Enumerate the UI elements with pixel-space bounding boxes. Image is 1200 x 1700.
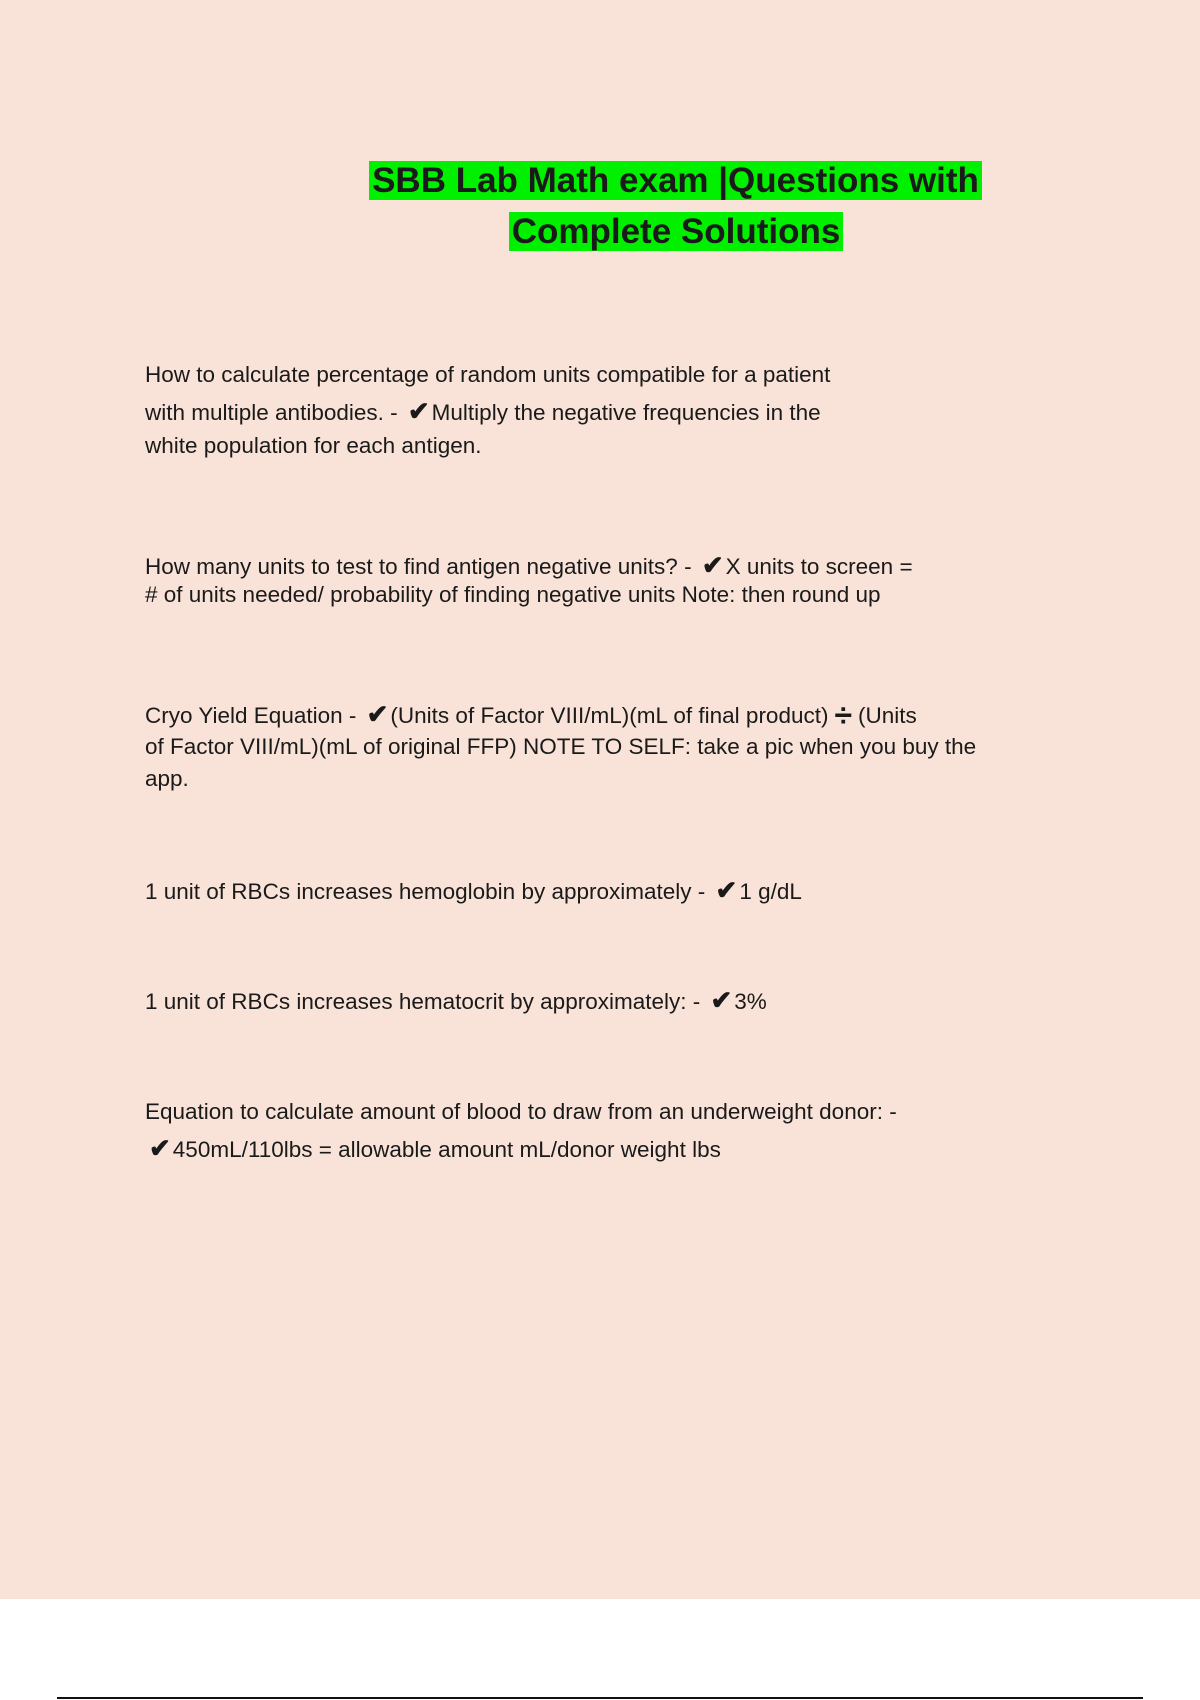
answer-1-line-3: white population for each antigen. [145,433,482,458]
check-icon: ✔ [710,985,733,1015]
check-icon: ✔ [701,550,724,580]
question-6-line-1: Equation to calculate amount of blood to draw from an underweight donor: - [145,1099,897,1124]
division-icon: ÷ [834,697,853,733]
answer-3-line-3: app. [145,766,189,791]
question-1-line-2: with multiple antibodies. - ✔Multiply the negative frequencies in the [145,396,821,426]
question-5: 1 unit of RBCs increases hematocrit by approximately: - ✔3% [145,985,767,1015]
check-icon: ✔ [715,875,738,905]
question-3-line-1: Cryo Yield Equation - ✔(Units of Factor VIII/mL)(mL of final product) ÷ (Units [145,697,917,733]
question-1-line-1: How to calculate percentage of random units compatible for a patient [145,362,831,387]
check-icon: ✔ [149,1133,171,1163]
question-2-line-1: How many units to test to find antigen negative units? - ✔X units to screen = [145,550,913,580]
answer-2-line-2: # of units needed/ probability of finding negative units Note: then round up [145,582,881,607]
title-line-2: Complete Solutions [496,206,856,257]
check-icon: ✔ [407,396,430,426]
answer-6-line-2: ✔450mL/110lbs = allowable amount mL/donor weight lbs [149,1133,721,1163]
title-line-1: SBB Lab Math exam |Questions with [338,155,1013,206]
answer-3-line-2: of Factor VIII/mL)(mL of original FFP) NOTE TO SELF: take a pic when you buy the [145,734,977,759]
question-4: 1 unit of RBCs increases hemoglobin by approximately - ✔1 g/dL [145,875,802,905]
check-icon: ✔ [366,699,389,729]
footer-divider [57,1697,1143,1699]
